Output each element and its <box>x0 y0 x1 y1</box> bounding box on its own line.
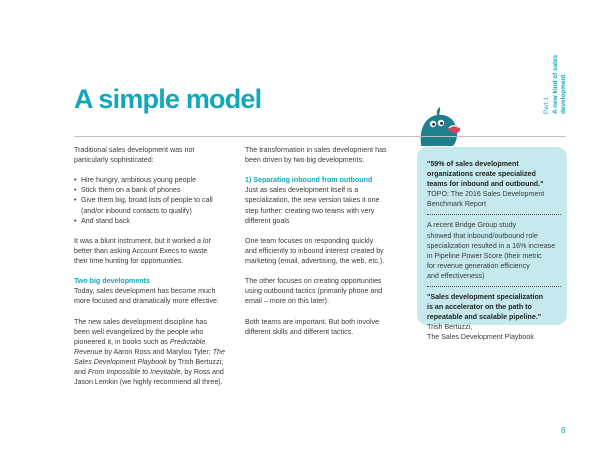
section-title-line1: A new kind of sales <box>552 54 559 114</box>
section-heading: Two big developments <box>74 277 150 286</box>
body-paragraph: One team focuses on responding quickly and efficiently to inbound interest created by marketing (email, advertising, the web, etc.). <box>245 236 385 266</box>
page-number: 6 <box>561 426 566 435</box>
callout-quote: "59% of sales development organizations create specialized teams for inbound and outbound." <box>427 160 544 189</box>
body-paragraph: Both teams are important. But both involve different skills and different tactics. <box>245 317 380 336</box>
callout-quote: "Sales development specialization is an accelerator on the path to repeatable and scalable pipeline." <box>427 293 544 322</box>
list-item: • Hire hungry, ambitious young people <box>74 175 237 185</box>
list-item: • Stick them on a bank of phones <box>74 185 237 195</box>
section-heading: 1) Separating inbound from outbound <box>245 176 373 185</box>
column-middle <box>245 145 408 337</box>
title-divider <box>74 136 566 137</box>
callout-study: A recent Bridge Group study showed that inbound/outbound role specialization resulted in a 16% increase in Pipeline Power Score (their metric for revenue generation efficiency and effectiveness) <box>427 221 556 280</box>
bullet-list <box>74 175 237 225</box>
section-part: Part 1 <box>543 96 550 114</box>
page-title: A simple model <box>74 84 262 114</box>
callout-source: TOPO: The 2016 Sales Development Benchmark Report <box>427 190 545 209</box>
body-paragraph: The new sales development discipline has been well evangelized by the people who pioneered it, in books such as Predictable Revenue by Aaron Ross and Marylou Tyler; The Sales Development Playbook by Trish Bertuzzi; and From Impossible to Inevitable, by Ross and Jason Lemkin (we highly recommend all three). <box>74 317 225 387</box>
callout-divider <box>427 214 561 215</box>
intro-paragraph: The transformation in sales development has been driven by two big developments: <box>245 146 387 165</box>
body-paragraph: It was a blunt instrument, but it worked a lot better than asking Account Execs to waste their time hunting for opportunities. <box>74 236 211 266</box>
body-paragraph: Today, sales development has become much more focused and dramatically more effective. <box>74 287 219 306</box>
callout-content <box>427 159 561 343</box>
section-label <box>538 52 574 114</box>
whale-mascot-icon <box>418 106 464 146</box>
callout-divider <box>427 286 561 287</box>
list-item: • And stand back <box>74 216 237 226</box>
column-left <box>74 145 237 387</box>
callout-source: Trish Bertuzzi, The Sales Development Playbook <box>427 323 534 342</box>
body-paragraph: The other focuses on creating opportunities using outbound tactics (primarily phone and email – more on this later). <box>245 277 383 306</box>
body-paragraph: Just as sales development itself is a specialization, the new version takes it one step further: creating two teams with very different goals <box>245 186 380 225</box>
list-item: • Give them big, broad lists of people to call (and/or inbound contacts to qualify) <box>74 195 237 215</box>
intro-paragraph: Traditional sales development was not particularly sophisticated: <box>74 146 195 165</box>
section-title-line2: development <box>560 74 567 114</box>
